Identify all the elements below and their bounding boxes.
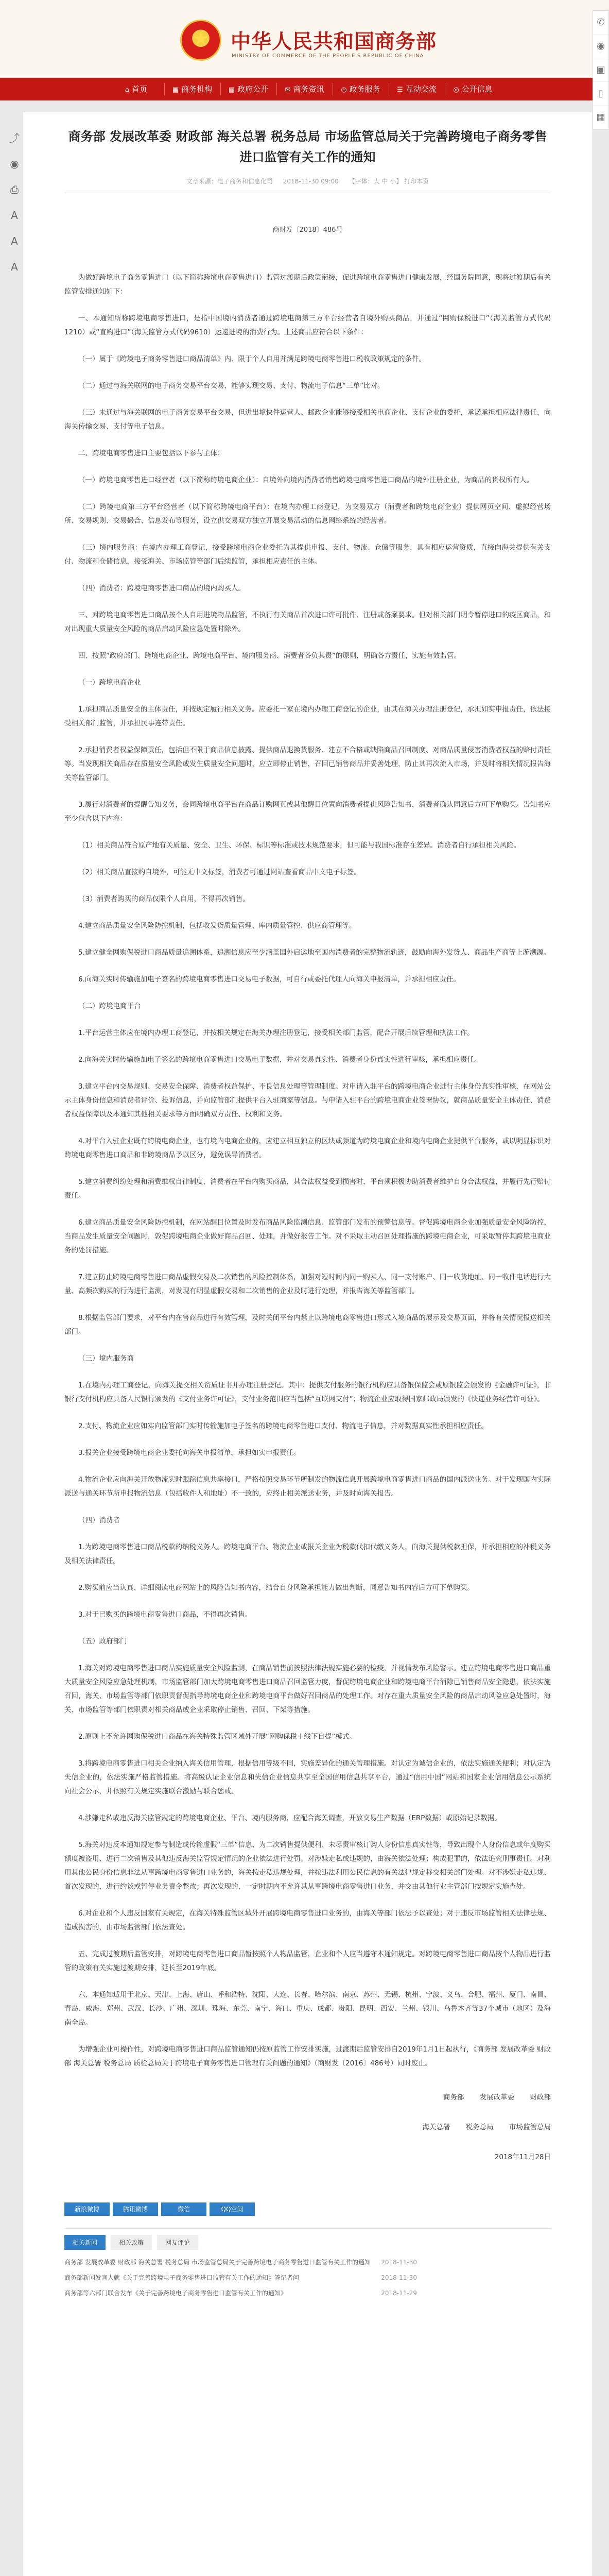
related-item-date: 2018-11-30 — [381, 2274, 417, 2281]
related-item-title[interactable]: 商务部新闻发言人就《关于完善跨境电子商务零售进口监管有关工作的通知》答记者问 — [64, 2274, 300, 2281]
mobile-icon[interactable]: ▯ — [593, 82, 608, 106]
wechat-icon[interactable]: ✆ — [593, 11, 608, 35]
article-paragraph: （四）消费者：跨境电商零售进口商品的境内购买人。 — [78, 584, 245, 592]
signature: 税务总局 — [465, 2123, 494, 2131]
font-reset-icon[interactable]: A — [11, 235, 18, 247]
nav-item-home[interactable] — [108, 78, 164, 100]
floating-toolbar — [593, 10, 609, 130]
document-number: 商财发〔2018〕486号 — [272, 226, 343, 234]
article-paragraph: 3.履行对消费者的提醒告知义务，会同跨境电商平台在商品订购网页或其他醒目位置向消费者提供风险告知书，消费者确认同意后方可下单购买。告知书应至少包含以下内容： — [64, 801, 551, 823]
article-paragraph: 2.原则上不允许网购保税进口商品在海关特殊监管区域外开展“网购保税＋线下自提”模式。 — [78, 1733, 356, 1741]
building-icon: ▦ — [172, 86, 179, 94]
nav-label: 政务服务 — [349, 84, 380, 94]
related-item-title[interactable]: 商务部等六部门联合发布《关于完善跨境电子商务零售进口监管有关工作的通知》 — [64, 2290, 287, 2297]
article-paragraph: 7.建立防止跨境电商零售进口商品虚假交易及二次销售的风险控制体系，加强对短时间内同一购买人、同一支付账户、同一收货地址、同一收件电话进行大量、高频次购买的行为进行监测，对发现有明显虚假交易和二次销售的企业及时进行处理，并报告海关等监管部门。 — [64, 1273, 551, 1295]
list-item[interactable] — [64, 2273, 551, 2283]
article-title-line: 商务部 发展改革委 财政部 海关总署 税务总局 市场监管总局关于完善跨境电子商务零售 — [68, 129, 547, 144]
font-down-icon[interactable]: A — [11, 261, 18, 273]
article-paragraph: 6.向海关实时传输施加电子签名的跨境电商零售进口交易电子数据，可自行或委托代理人向海关申报清单，并承担相应责任。 — [78, 975, 460, 984]
nav-item-public-info[interactable] — [445, 78, 501, 100]
article-paragraph: 8.根据监管部门要求，对平台内在售商品进行有效管理，及时关闭平台内禁止以跨境电商零售进口形式入境商品的展示及交易页面，并将有关情况报送相关部门。 — [64, 1314, 551, 1336]
article-paragraph: 6.对企业和个人违反国家有关规定，在海关特殊监管区域外开展跨境电商零售进口业务的，由海关等部门依法予以查处；对于违反市场监管相关法律法规、造成损害的，由市场监管部门依法查处。 — [64, 1909, 551, 1931]
clock-icon: ◷ — [341, 86, 347, 94]
print-icon[interactable]: ⎙ — [10, 183, 19, 196]
article-paragraph: 4.建立商品质量安全风险防控机制，包括收发货质量管理、库内质量管控、供应商管理等。 — [78, 922, 356, 930]
article-paragraph: 3.报关企业接受跨境电商企业委托向海关申报清单，承担如实申报责任。 — [78, 1449, 301, 1457]
nav-label: 商务资讯 — [293, 84, 324, 94]
article-paragraph: （三）未通过与海关联网的电子商务交易平台交易，但进出境快件运营人、邮政企业能够接受相关电商企业、支付企业的委托，承诺承担相应法律责任，向海关传输交易、支付等电子信息。 — [64, 409, 551, 431]
article-tools[interactable]: 【字体：大 中 小】 打印本页 — [349, 178, 429, 185]
article-paragraph: 为做好跨境电子商务零售进口（以下简称跨境电商零售进口）监管过渡期后政策衔接，促进跨境电商零售进口健康发展，经国务院同意，现将过渡期后有关监管安排通知如下： — [64, 274, 551, 296]
article-paragraph: 4.物流企业应向海关开放物流实时跟踪信息共享接口，严格按照交易环节所制发的物流信息开展跨境电商零售进口商品的国内派送业务。对于发现国内实际派送与通关环节所申报物流信息（包括收件人和地址）不一致的，应终止相关派送业务，并及时向海关报告。 — [64, 1476, 551, 1498]
mail-icon: ✉ — [285, 86, 291, 94]
article-paragraph: 2.向海关实时传输施加电子签名的跨境电商零售进口交易电子数据，并对交易真实性、消费者身份真实性进行审核，承担相应责任。 — [78, 1056, 481, 1064]
related-item-title[interactable]: 商务部 发展改革委 财政部 海关总署 税务总局 市场监管总局关于完善跨境电子商务零售进口监管有关工作的通知 — [64, 2259, 371, 2266]
site-subtitle: MINISTRY OF COMMERCE OF THE PEOPLE'S REPUBLIC OF CHINA — [232, 53, 424, 59]
article-paragraph: （一）跨境电商零售进口经营者（以下简称跨境电商企业）：自境外向境内消费者销售跨境电商零售进口商品的境外注册企业，为商品的货权所有人。 — [78, 476, 534, 484]
signature-row — [64, 2091, 551, 2102]
article-paragraph: 1.在境内办理工商登记，向海关提交相关资质证书并办理注册登记。其中：提供支付服务的银行机构应具备银保监会或原银监会颁发的《金融许可证》，非银行支付机构应具备人民银行颁发的《支付业务许可证》，支付业务范围应当包括“互联网支付”；物流企业应取得国家邮政局颁发的《快递业务经营许可证》。 — [64, 1381, 551, 1403]
article-paragraph: （一）属于《跨境电子商务零售进口商品清单》内、限于个人自用并满足跨境电商零售进口税收政策规定的条件。 — [78, 355, 426, 363]
article-paragraph: （三）境内服务商 — [78, 1354, 134, 1363]
share-wechat-button[interactable]: 微信 — [161, 2202, 206, 2216]
share-tencent-weibo-button[interactable]: 腾讯微博 — [113, 2202, 158, 2216]
national-emblem-icon — [180, 20, 221, 61]
article-paragraph: 为增强企业可操作性，对跨境电商零售进口商品监管通知仍按原监管工作安排实施，过渡期后监管安排自2019年1月1日起执行，《商务部 发展改革委 财政部 海关总署 税务总局 质检总局关于跨境电子商务零售进口管理有关问题的通知》（商财发〔2016〕486号）同时废止。 — [64, 2045, 551, 2067]
article-paragraph: （五）政府部门 — [78, 1637, 127, 1646]
related-item-date: 2018-11-29 — [381, 2290, 417, 2297]
document-icon: ▤ — [228, 86, 235, 94]
article-paragraph: 4.对平台入驻企业既有跨境电商企业，也有境内电商企业的，应建立相互独立的区块或频道为跨境电商企业和境内电商企业提供平台服务，或以明显标识对跨境电商零售进口商品和非跨境商品予以区分，避免误导消费者。 — [64, 1137, 551, 1159]
list-item[interactable] — [64, 2288, 551, 2298]
article — [23, 112, 592, 2576]
share-qzone-button[interactable]: QQ空间 — [210, 2202, 255, 2216]
nav-item-interaction[interactable] — [389, 78, 445, 100]
article-meta — [64, 177, 551, 193]
article-paragraph: （二）通过与海关联网的电子商务交易平台交易，能够实现交易、支付、物流电子信息“三单”比对。 — [78, 382, 385, 390]
signature: 海关总署 — [422, 2123, 450, 2131]
site-title[interactable]: 中华人民共和国商务部 — [231, 30, 437, 54]
document-date: 2018年11月28日 — [494, 2153, 551, 2161]
weibo-icon[interactable]: ◉ — [10, 158, 19, 170]
article-body — [64, 271, 551, 2071]
main-nav — [0, 78, 609, 100]
signature: 财政部 — [530, 2093, 551, 2102]
font-up-icon[interactable]: A — [11, 209, 18, 222]
article-paragraph: 六、本通知适用于北京、天津、上海、唐山、呼和浩特、沈阳、大连、长春、哈尔滨、南京、苏州、无锡、杭州、宁波、义乌、合肥、福州、厦门、南昌、青岛、威海、郑州、武汉、长沙、广州、深圳、珠海、东莞、南宁、海口、重庆、成都、贵阳、昆明、西安、兰州、银川、乌鲁木齐等37个城市（地区）及海南全岛。 — [64, 1991, 551, 2027]
article-date: 2018-11-30 09:00 — [283, 178, 339, 185]
nav-label: 政府公开 — [237, 84, 269, 94]
article-paragraph: 三、对跨境电商零售进口商品按个人自用进境物品监管，不执行有关商品首次进口许可批件、注册或备案要求。但对相关部门明令暂停进口的疫区商品，和对出现重大质量安全风险的商品启动风险应急处置时除外。 — [64, 611, 551, 633]
article-paragraph: 3.将跨境电商零售进口相关企业纳入海关信用管理，根据信用等级不同，实施差异化的通关管理措施。对认定为诚信企业的，依法实施通关便利；对认定为失信企业的，依法实施严格监管措施。将高级认证企业信息和失信企业信息共享至全国信用信息共享平台，通过“信用中国”网站和国家企业信用信息公示系统向社会公示，并依照有关规定实施联合激励与联合惩戒。 — [64, 1759, 551, 1795]
signature-row — [64, 2121, 551, 2131]
article-paragraph: 1.平台运营主体应在境内办理工商登记，并按相关规定在海关办理注册登记，接受相关部门监管，配合开展后续管理和执法工作。 — [78, 1029, 474, 1037]
article-paragraph: 1.海关对跨境电商零售进口商品实施质量安全风险监测，在商品销售前按照法律法规实施必要的检疫，并视情发布风险警示。建立跨境电商零售进口商品重大质量安全风险应急处理机制，市场监管部门加大跨境电商零售进口商品召回监管力度，督促跨境电商企业和跨境电商平台消除已销售商品安全隐患，依法实施召回，海关、市场监管等部门依职责督促指导跨境电商企业和跨境电商平台做好召回商品的处理工作。对存在重大质量安全风险的商品启动风险应急处置时，海关、市场监管等部门依职责对相关商品或企业采取停止销售、召回、下架等措施。 — [64, 1664, 551, 1714]
article-paragraph: 5.海关对违反本通知规定参与制造或传输虚假“三单”信息、为二次销售提供便利、未尽责审核订购人身份信息真实性等，导致出现个人身份信息或年度购买额度被盗用、进行二次销售及其他违反海关监管规定情况的企业依法进行处罚。对涉嫌走私或违规的，由海关依法处理；构成犯罪的，依法追究刑事责任。对利用其他公民身份信息非法从事跨境电商零售进口业务的，海关按走私违规处理，并按违法利用公民信息的有关法律规定移交相关部门处理。对不涉嫌走私违规、首次发现的，进行约谈或暂停业务责令整改；再次发现的，一定时期内不允许其从事跨境电商零售进口业务，并交由其他行业主管部门按规定实施查处。 — [64, 1841, 551, 1891]
app-icon[interactable]: ▣ — [593, 58, 608, 82]
nav-label: 商务机构 — [181, 84, 213, 94]
nav-item-services[interactable] — [333, 78, 389, 100]
related-list — [64, 2257, 551, 2298]
related-section — [64, 2228, 551, 2298]
share-weibo-button[interactable]: 新浪微博 — [64, 2202, 110, 2216]
article-paragraph: （3）消费者购买的商品仅限个人自用，不得再次销售。 — [78, 895, 250, 903]
nav-label: 公开信息 — [461, 84, 493, 94]
article-paragraph: 6.建立商品质量安全风险防控机制，在网站醒目位置及时发布商品风险监测信息、监管部门发布的预警信息等。督促跨境电商企业加强质量安全风险防控，当商品发生质量安全问题时，敦促跨境电商企业做好商品召回、处理，并做好报告工作。对不采取主动召回处理措施的跨境电商企业，可采取暂停其跨境电商业务的处罚措施。 — [64, 1218, 551, 1255]
article-paragraph: 1.为跨境电商零售进口商品税款的纳税义务人。跨境电商平台、物流企业或报关企业为税款代扣代缴义务人，向海关提供税款担保，并承担相应的补税义务及相关法律责任。 — [64, 1543, 551, 1565]
article-paragraph: 3.建立平台内交易规则、交易安全保障、消费者权益保护、不良信息处理等管理制度。对申请入驻平台的跨境电商企业进行主体身份真实性审核，在网站公示主体身份信息和消费者评价、投诉信息，并向监管部门提供平台入驻商家等信息。与申请入驻平台的跨境电商企业签署协议，就商品质量安全主体责任、消费者权益保障以及本通知其他相关要求等方面明确双方责任、权利和义务。 — [64, 1082, 551, 1118]
home-icon: ⌂ — [125, 86, 130, 94]
signature: 发展改革委 — [479, 2093, 515, 2102]
nav-label: 互动交流 — [405, 84, 437, 94]
tab-related-news[interactable]: 相关新闻 — [64, 2235, 106, 2250]
article-paragraph: （四）消费者 — [78, 1516, 120, 1524]
site-header — [0, 0, 609, 78]
article-paragraph: 2.购买前应当认真、详细阅读电商网站上的风险告知书内容，结合自身风险承担能力做出判断，同意告知书内容后方可下单购买。 — [78, 1584, 474, 1592]
article-paragraph: 一、本通知所称跨境电商零售进口，是指中国境内消费者通过跨境电商第三方平台经营者自境外购买商品，并通过“网购保税进口”（海关监管方式代码1210）或“直购进口”（海关监管方式代码9610）运递进境的消费行为。上述商品应符合以下条件： — [64, 314, 551, 336]
nav-item-news[interactable] — [276, 78, 333, 100]
article-paragraph: 5.建立消费纠纷处理和消费维权自律制度，消费者在平台内购买商品，其合法权益受到损害时，平台须积极协助消费者维护自身合法权益，并履行先行赔付责任。 — [64, 1178, 551, 1200]
nav-item-government-open[interactable] — [220, 78, 276, 100]
menu-icon: ☰ — [397, 86, 403, 94]
related-tabs — [64, 2235, 551, 2250]
signature: 市场监管总局 — [509, 2123, 551, 2131]
article-paragraph: 1.承担商品质量安全的主体责任，并按规定履行相关义务。应委托一家在境内办理工商登记的企业，由其在海关办理注册登记，承担如实申报责任，依法接受相关部门监管，并承担民事连带责任。 — [64, 705, 551, 727]
share-icon[interactable]: ⤴ — [9, 132, 20, 144]
article-paragraph: 四、按照“政府部门、跨境电商企业、跨境电商平台、境内服务商、消费者各负其责”的原则，明确各方责任，实施有效监管。 — [78, 652, 461, 660]
weibo-icon[interactable]: ◉ — [593, 35, 608, 58]
article-title — [64, 126, 551, 167]
signatures — [64, 2091, 551, 2131]
qr-icon[interactable]: ▦ — [593, 106, 608, 129]
signature: 商务部 — [443, 2093, 464, 2102]
side-toolbar — [6, 133, 23, 272]
article-paragraph: 2.支付、物流企业应如实向监管部门实时传输施加电子签名的跨境电商零售进口支付、物流电子信息，并对数据真实性承担相应责任。 — [78, 1422, 488, 1430]
nav-label: 首页 — [132, 84, 148, 94]
article-source: 文章来源：电子商务和信息化司 — [186, 178, 273, 185]
article-paragraph: 2.承担消费者权益保障责任，包括但不限于商品信息披露、提供商品退换货服务、建立不合格或缺陷商品召回制度、对商品质量侵害消费者权益的赔付责任等。当发现相关商品存在质量安全风险或发生质量安全问题时，应立即停止销售，召回已销售商品并妥善处理，防止其再次流入市场，并及时将相关情况报告海关等监管部门。 — [64, 746, 551, 782]
target-icon: ◎ — [453, 86, 459, 94]
article-paragraph: 五、完成过渡期后监管安排，对跨境电商零售进口商品暂按照个人物品监管，企业和个人应当遵守本通知规定。对跨境电商零售进口商品按个人物品进行监管的政策有关实施过渡期安排，延长至2019年底。 — [64, 1950, 551, 1972]
article-paragraph: （2）相关商品直接购自境外，可能无中文标签，消费者可通过网站查看商品中文电子标签。 — [78, 868, 361, 876]
article-paragraph: （二）跨境电商平台 — [78, 1002, 141, 1010]
article-paragraph: 5.建立健全网购保税进口商品质量追溯体系，追溯信息应至少涵盖国外启运地至国内消费者的完整物流轨迹，鼓励向海外发货人、商品生产商等上游溯源。 — [78, 948, 551, 957]
article-paragraph: 二、跨境电商零售进口主要包括以下参与主体： — [78, 449, 224, 457]
article-paragraph: （三）境内服务商：在境内办理工商登记，接受跨境电商企业委托为其提供申报、支付、物流、仓储等服务，具有相应运营资质，直接向海关提供有关支付、物流和仓储信息，接受海关、市场监管等部门后续监管，承担相应责任的主体。 — [64, 544, 551, 566]
article-paragraph: （二）跨境电商第三方平台经营者（以下简称跨境电商平台）：在境内办理工商登记，为交易双方（消费者和跨境电商企业）提供网页空间、虚拟经营场所、交易规则、交易撮合、信息发布等服务，设立供交易双方独立开展交易活动的信息网络系统的经营者。 — [64, 503, 551, 525]
tab-related-policy[interactable]: 相关政策 — [111, 2235, 152, 2250]
list-item[interactable] — [64, 2257, 551, 2267]
article-paragraph: （1）相关商品符合原产地有关质量、安全、卫生、环保、标识等标准或技术规范要求，但可能与我国标准存在差异。消费者自行承担相关风险。 — [78, 841, 521, 850]
tab-comments[interactable]: 网友评论 — [157, 2235, 198, 2250]
article-paragraph: 4.涉嫌走私或违反海关监管规定的跨境电商企业、平台、境内服务商，应配合海关调查，开放交易生产数据（ERP数据）或原始记录数据。 — [78, 1814, 501, 1822]
article-paragraph: （一）跨境电商企业 — [78, 679, 141, 687]
related-item-date: 2018-11-30 — [381, 2259, 417, 2266]
article-paragraph: 3.对于已购买的跨境电商零售进口商品，不得再次销售。 — [78, 1611, 252, 1619]
share-bar — [64, 2202, 551, 2216]
article-title-line: 进口监管有关工作的通知 — [239, 150, 376, 164]
nav-item-organizations[interactable] — [164, 78, 220, 100]
